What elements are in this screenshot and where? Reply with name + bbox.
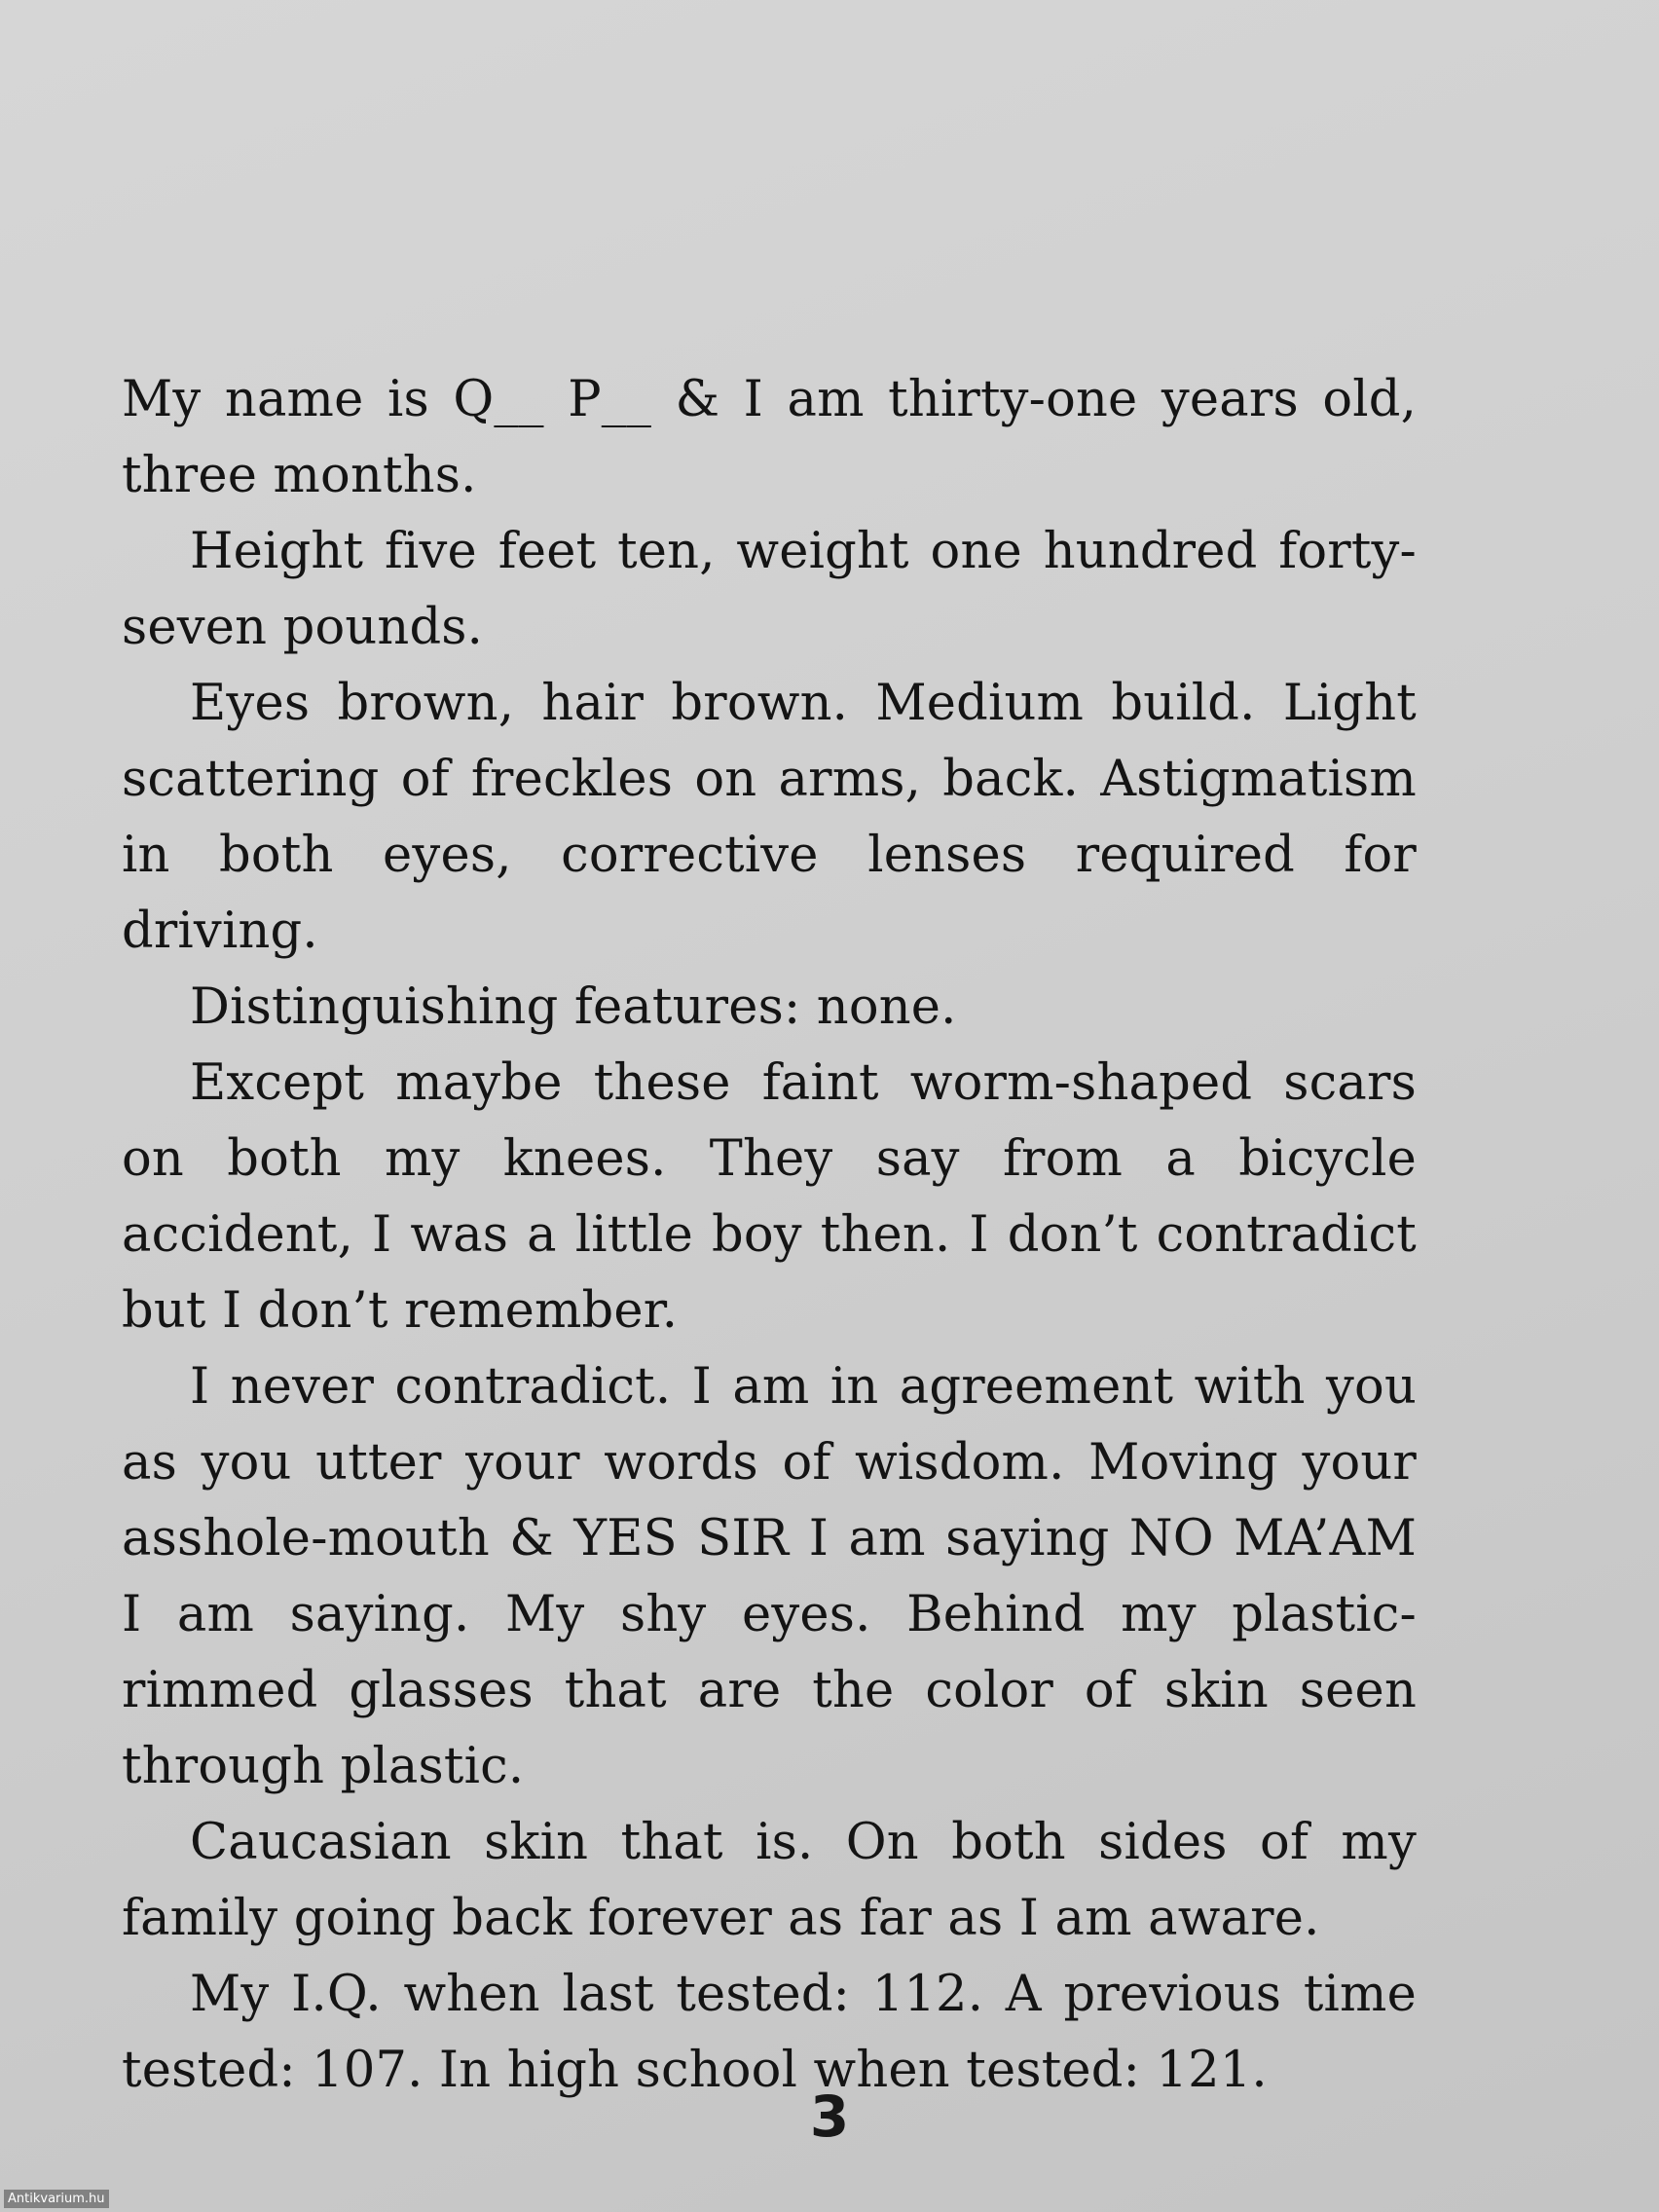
body-text xyxy=(122,362,1417,2109)
watermark-logo: Antikvarium.hu xyxy=(4,2190,109,2208)
paragraph: Height five feet ten, weight one hundred forty-seven pounds. xyxy=(122,523,1417,656)
paragraph: My I.Q. when last tested: 112. A previous time tested: 107. In high school when tested: 121. xyxy=(122,1966,1417,2099)
paragraph: I never contradict. I am in agreement with you as you utter your words of wisdom. Moving your asshole-mouth & YES SIR I am saying NO MA’AM I am saying. My shy eyes. Behind my plastic-rimmed glasses that are the color of skin seen through plastic. xyxy=(122,1358,1417,1795)
paragraph: Distinguishing features: none. xyxy=(190,978,957,1036)
page-number: 3 xyxy=(809,2083,850,2150)
paragraph: My name is Q__ P__ & I am thirty-one years old, three months. xyxy=(122,371,1417,504)
paragraph: Caucasian skin that is. On both sides of my family going back forever as far as I am aware. xyxy=(122,1814,1417,1947)
paragraph: Eyes brown, hair brown. Medium build. Light scattering of freckles on arms, back. Astigmatism in both eyes, corrective lenses required for driving. xyxy=(122,675,1417,960)
paragraph: Except maybe these faint worm-shaped scars on both my knees. They say from a bicycle accident, I was a little boy then. I don’t contradict but I don’t remember. xyxy=(122,1054,1417,1340)
